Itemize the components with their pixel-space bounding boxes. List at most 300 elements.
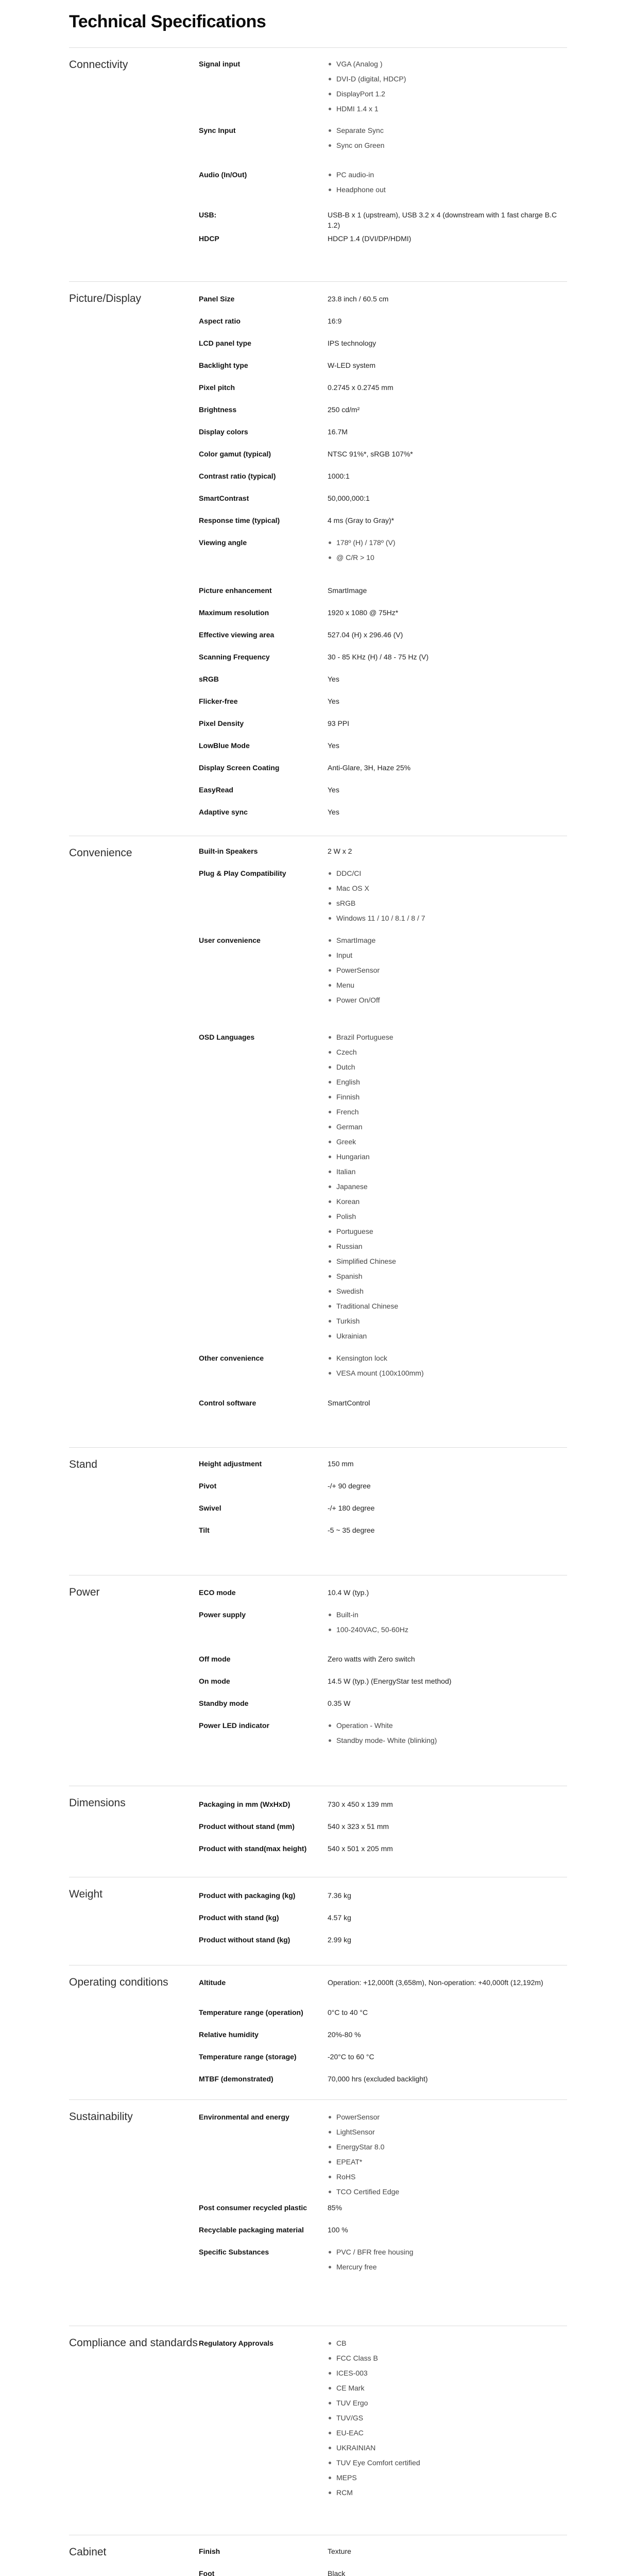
- spec-value: [328, 170, 564, 199]
- spec-value-text: Yes: [328, 741, 339, 750]
- spec-label: Product with stand (kg): [199, 1913, 279, 1922]
- spec-label: Flicker-free: [199, 697, 238, 705]
- spec-value-text: 50,000,000:1: [328, 494, 370, 502]
- bullet-text: Czech: [336, 1048, 357, 1056]
- bullet-item: [328, 1286, 564, 1301]
- spec-label: Product without stand (mm): [199, 1822, 295, 1831]
- section-title: Picture/Display: [69, 293, 142, 304]
- bullet-text: PVC / BFR free housing: [336, 2248, 414, 2256]
- spec-label: Finish: [199, 2547, 220, 2555]
- bullet-item: [328, 2187, 564, 2201]
- spec-value: [328, 360, 564, 370]
- spec-value-text: 1920 x 1080 @ 75Hz*: [328, 608, 399, 617]
- spec-value-text: 16.7M: [328, 428, 348, 436]
- bullet-text: SmartImage: [336, 936, 376, 944]
- bullet-dot-icon: [329, 174, 331, 176]
- bullet-item: [328, 913, 564, 928]
- spec-value-text: 4 ms (Gray to Gray)*: [328, 516, 395, 524]
- bullet-item: [328, 965, 564, 980]
- spec-label: Color gamut (typical): [199, 450, 271, 458]
- bullet-item: [328, 59, 564, 74]
- bullet-text: English: [336, 1078, 360, 1086]
- spec-value-text: 16:9: [328, 317, 342, 325]
- spec-value: [328, 1481, 564, 1491]
- bullet-text: Input: [336, 951, 353, 959]
- bullet-text: Polish: [336, 1212, 356, 1221]
- spec-value: [328, 210, 564, 230]
- spec-label: User convenience: [199, 936, 261, 944]
- spec-value: [328, 1890, 564, 1901]
- bullet-text: Operation - White: [336, 1721, 393, 1730]
- bullet-item: [328, 1368, 564, 1383]
- bullet-dot-icon: [329, 2387, 331, 2389]
- spec-label: Relative humidity: [199, 2030, 259, 2039]
- spec-value-text: 540 x 323 x 51 mm: [328, 1822, 389, 1831]
- spec-value: [328, 338, 564, 348]
- bullet-item: [328, 883, 564, 898]
- bullet-text: FCC Class B: [336, 2354, 378, 2362]
- bullet-dot-icon: [329, 2447, 331, 2449]
- bullet-item: [328, 1316, 564, 1331]
- spec-label: Foot: [199, 2569, 215, 2576]
- bullet-dot-icon: [329, 1096, 331, 1098]
- bullet-item: [328, 1353, 564, 1368]
- spec-value: [328, 607, 564, 618]
- bullet-text: Built-in: [336, 1611, 358, 1619]
- bullet-item: [328, 1226, 564, 1241]
- bullet-dot-icon: [329, 1156, 331, 1158]
- section-divider: [69, 47, 567, 48]
- spec-value: [328, 125, 564, 155]
- bullet-dot-icon: [329, 144, 331, 147]
- spec-value-text: 0.2745 x 0.2745 mm: [328, 383, 394, 392]
- spec-label: Pivot: [199, 1482, 217, 1490]
- spec-value-text: HDCP 1.4 (DVI/DP/HDMI): [328, 234, 412, 243]
- section-title: Connectivity: [69, 59, 128, 71]
- spec-value-text: 540 x 501 x 205 mm: [328, 1844, 393, 1853]
- bullet-item: [328, 2142, 564, 2157]
- bullet-text: CE Mark: [336, 2384, 365, 2392]
- spec-value-text: 85%: [328, 2204, 343, 2212]
- spec-value-text: USB-B x 1 (upstream), USB 3.2 x 4 (downstream with 1 fast charge B.C 1.2): [328, 211, 557, 229]
- bullet-item: [328, 1032, 564, 1047]
- spec-value: [328, 427, 564, 437]
- bullet-dot-icon: [329, 1111, 331, 1113]
- bullet-item: [328, 995, 564, 1010]
- bullet-item: [328, 2262, 564, 2277]
- spec-value: [328, 1799, 564, 1809]
- bullet-item: [328, 2383, 564, 2398]
- bullet-dot-icon: [329, 2146, 331, 2148]
- bullet-text: sRGB: [336, 899, 356, 907]
- spec-label: Pixel Density: [199, 719, 244, 727]
- spec-value: [328, 1353, 564, 1383]
- bullet-text: Brazil Portuguese: [336, 1033, 394, 1041]
- bullet-item: [328, 1241, 564, 1256]
- spec-value-text: Black: [328, 2569, 346, 2576]
- spec-value: [328, 652, 564, 662]
- bullet-dot-icon: [329, 556, 331, 559]
- spec-value-text: 7.36 kg: [328, 1891, 351, 1900]
- bullet-dot-icon: [329, 969, 331, 972]
- bullet-text: TUV Eye Comfort certified: [336, 2459, 420, 2467]
- spec-value: [328, 2338, 564, 2502]
- spec-label: ECO mode: [199, 1588, 236, 1597]
- bullet-item: [328, 1062, 564, 1077]
- spec-value: [328, 762, 564, 773]
- bullet-text: Sync on Green: [336, 141, 385, 149]
- spec-value-text: NTSC 91%*, sRGB 107%*: [328, 450, 413, 458]
- bullet-dot-icon: [329, 2116, 331, 2119]
- bullet-text: DVI-D (digital, HDCP): [336, 75, 406, 83]
- spec-value-text: 527.04 (H) x 296.46 (V): [328, 631, 403, 639]
- bullet-text: Greek: [336, 1138, 356, 1146]
- bullet-text: Russian: [336, 1242, 363, 1250]
- bullet-item: [328, 1609, 564, 1624]
- spec-label: Brightness: [199, 405, 237, 414]
- bullet-item: [328, 552, 564, 567]
- spec-label: Maximum resolution: [199, 608, 269, 617]
- spec-value: [328, 740, 564, 751]
- bullet-text: French: [336, 1108, 359, 1116]
- bullet-item: [328, 1196, 564, 1211]
- spec-label: MTBF (demonstrated): [199, 2075, 273, 2083]
- spec-value-text: 70,000 hrs (excluded backlight): [328, 2075, 428, 2083]
- spec-label: Aspect ratio: [199, 317, 241, 325]
- bullet-text: Spanish: [336, 1272, 363, 1280]
- spec-value-text: Operation: +12,000ft (3,658m), Non-operation: +40,000ft (12,192m): [328, 1978, 543, 1987]
- spec-label: Plug & Play Compatibility: [199, 869, 286, 877]
- spec-value-text: -/+ 90 degree: [328, 1482, 371, 1490]
- bullet-dot-icon: [329, 2417, 331, 2419]
- spec-value: [328, 1032, 564, 1346]
- bullet-dot-icon: [329, 2266, 331, 2268]
- spec-value: [328, 807, 564, 817]
- bullet-text: Ukrainian: [336, 1332, 367, 1340]
- spec-value: [328, 515, 564, 526]
- spec-value: [328, 674, 564, 684]
- spec-value: [328, 2225, 564, 2235]
- bullet-text: @ C/R > 10: [336, 553, 374, 562]
- bullet-text: EU-EAC: [336, 2429, 364, 2437]
- section-title: Weight: [69, 1888, 102, 1900]
- bullet-text: PowerSensor: [336, 2113, 380, 2121]
- spec-label: Display colors: [199, 428, 248, 436]
- bullet-dot-icon: [329, 2462, 331, 2464]
- spec-value: [328, 1398, 564, 1408]
- spec-label: Temperature range (storage): [199, 2053, 297, 2061]
- bullet-dot-icon: [329, 1066, 331, 1069]
- bullet-item: [328, 935, 564, 950]
- spec-value: [328, 2568, 564, 2576]
- bullet-text: 178º (H) / 178º (V): [336, 538, 396, 547]
- spec-label: Temperature range (operation): [199, 2008, 303, 2016]
- section-title: Power: [69, 1586, 100, 1598]
- spec-label: Display Screen Coating: [199, 764, 280, 772]
- spec-value: [328, 493, 564, 503]
- bullet-text: Finnish: [336, 1093, 360, 1101]
- bullet-text: Windows 11 / 10 / 8.1 / 8 / 7: [336, 914, 425, 922]
- bullet-item: [328, 1122, 564, 1137]
- spec-value-text: 150 mm: [328, 1460, 354, 1468]
- bullet-dot-icon: [329, 1126, 331, 1128]
- spec-value: [328, 233, 564, 244]
- spec-value-text: 730 x 450 x 139 mm: [328, 1800, 393, 1808]
- bullet-item: [328, 170, 564, 184]
- spec-label: Standby mode: [199, 1699, 249, 1707]
- bullet-dot-icon: [329, 2176, 331, 2178]
- bullet-item: [328, 1151, 564, 1166]
- bullet-item: [328, 2458, 564, 2472]
- bullet-text: Japanese: [336, 1182, 368, 1191]
- spec-value: [328, 2112, 564, 2201]
- spec-value-text: SmartImage: [328, 586, 367, 595]
- bullet-dot-icon: [329, 78, 331, 80]
- bullet-item: [328, 1166, 564, 1181]
- bullet-item: [328, 1256, 564, 1271]
- spec-label: Product without stand (kg): [199, 1936, 290, 1944]
- spec-value-text: Yes: [328, 697, 339, 705]
- bullet-item: [328, 2338, 564, 2353]
- bullet-dot-icon: [329, 1357, 331, 1360]
- spec-value: [328, 537, 564, 567]
- spec-label: Backlight type: [199, 361, 248, 369]
- bullet-text: EnergyStar 8.0: [336, 2143, 385, 2151]
- spec-value: [328, 1977, 564, 1988]
- bullet-item: [328, 1271, 564, 1286]
- spec-label: Product with stand(max height): [199, 1844, 307, 1853]
- spec-value-text: 2 W x 2: [328, 847, 352, 855]
- spec-value: [328, 404, 564, 415]
- bullet-text: LightSensor: [336, 2128, 375, 2136]
- bullet-dot-icon: [329, 93, 331, 95]
- bullet-item: [328, 2443, 564, 2458]
- section-divider: [69, 281, 567, 282]
- spec-value-text: 0°C to 40 °C: [328, 2008, 368, 2016]
- bullet-item: [328, 1301, 564, 1316]
- spec-value-text: Zero watts with Zero switch: [328, 1655, 415, 1663]
- spec-label: Altitude: [199, 1978, 226, 1987]
- bullet-dot-icon: [329, 1230, 331, 1233]
- spec-label: Environmental and energy: [199, 2113, 289, 2121]
- spec-value: [328, 2052, 564, 2062]
- bullet-item: [328, 2487, 564, 2502]
- bullet-item: [328, 2247, 564, 2262]
- bullet-dot-icon: [329, 1629, 331, 1631]
- bullet-dot-icon: [329, 887, 331, 890]
- spec-label: Product with packaging (kg): [199, 1891, 296, 1900]
- spec-value: [328, 630, 564, 640]
- bullet-item: [328, 125, 564, 140]
- bullet-item: [328, 2112, 564, 2127]
- bullet-dot-icon: [329, 917, 331, 920]
- spec-value: [328, 1525, 564, 1535]
- spec-label: Power supply: [199, 1611, 246, 1619]
- spec-label: LCD panel type: [199, 339, 251, 347]
- bullet-dot-icon: [329, 2191, 331, 2193]
- bullet-item: [328, 1107, 564, 1122]
- bullet-dot-icon: [329, 984, 331, 987]
- bullet-text: Italian: [336, 1167, 356, 1176]
- spec-value: [328, 696, 564, 706]
- bullet-text: DisplayPort 1.2: [336, 90, 385, 98]
- spec-label: Effective viewing area: [199, 631, 275, 639]
- section-title: Cabinet: [69, 2546, 107, 2558]
- spec-value: [328, 2202, 564, 2213]
- spec-value: [328, 294, 564, 304]
- spec-label: Pixel pitch: [199, 383, 235, 392]
- bullet-dot-icon: [329, 108, 331, 110]
- spec-label: Signal input: [199, 60, 241, 68]
- bullet-dot-icon: [329, 1320, 331, 1323]
- spec-label: Scanning Frequency: [199, 653, 270, 661]
- spec-label: OSD Languages: [199, 1033, 255, 1041]
- spec-value: [328, 1843, 564, 1854]
- spec-label: Specific Substances: [199, 2248, 269, 2256]
- bullet-text: CB: [336, 2339, 347, 2347]
- bullet-item: [328, 2472, 564, 2487]
- bullet-item: [328, 1137, 564, 1151]
- spec-value: [328, 846, 564, 856]
- section-title: Dimensions: [69, 1797, 126, 1809]
- bullet-dot-icon: [329, 2402, 331, 2404]
- bullet-text: HDMI 1.4 x 1: [336, 105, 379, 113]
- spec-value: [328, 1609, 564, 1639]
- bullet-text: PC audio-in: [336, 171, 374, 179]
- bullet-text: EPEAT*: [336, 2158, 363, 2166]
- spec-value: [328, 1720, 564, 1750]
- bullet-item: [328, 868, 564, 883]
- bullet-dot-icon: [329, 541, 331, 544]
- spec-label: Contrast ratio (typical): [199, 472, 276, 480]
- bullet-dot-icon: [329, 1724, 331, 1727]
- bullet-item: [328, 2353, 564, 2368]
- spec-label: Audio (In/Out): [199, 171, 247, 179]
- bullet-item: [328, 104, 564, 118]
- spec-value-text: Yes: [328, 675, 339, 683]
- bullet-dot-icon: [329, 1245, 331, 1248]
- bullet-text: Turkish: [336, 1317, 360, 1325]
- spec-value-text: IPS technology: [328, 339, 377, 347]
- bullet-text: Standby mode- White (blinking): [336, 1736, 437, 1744]
- bullet-item: [328, 1047, 564, 1062]
- spec-value: [328, 471, 564, 481]
- spec-value: [328, 2074, 564, 2084]
- bullet-text: Menu: [336, 981, 355, 989]
- spec-value-text: 2.99 kg: [328, 1936, 351, 1944]
- spec-value-text: 23.8 inch / 60.5 cm: [328, 295, 389, 303]
- bullet-dot-icon: [329, 2372, 331, 2375]
- spec-label: Tilt: [199, 1526, 210, 1534]
- bullet-text: TUV/GS: [336, 2414, 364, 2422]
- bullet-item: [328, 898, 564, 913]
- bullet-dot-icon: [329, 1372, 331, 1375]
- spec-value-text: 93 PPI: [328, 719, 350, 727]
- spec-value: [328, 1935, 564, 1945]
- bullet-dot-icon: [329, 1305, 331, 1308]
- spec-value: [328, 1698, 564, 1708]
- spec-label: LowBlue Mode: [199, 741, 250, 750]
- section-divider: [69, 1447, 567, 1448]
- spec-value: [328, 1459, 564, 1469]
- bullet-text: Kensington lock: [336, 1354, 387, 1362]
- bullet-dot-icon: [329, 1215, 331, 1218]
- spec-value-text: 20%-80 %: [328, 2030, 361, 2039]
- bullet-dot-icon: [329, 2477, 331, 2479]
- bullet-dot-icon: [329, 902, 331, 905]
- spec-value-text: -5 ~ 35 degree: [328, 1526, 375, 1534]
- bullet-dot-icon: [329, 2131, 331, 2133]
- spec-value: [328, 1503, 564, 1513]
- spec-value-text: Yes: [328, 786, 339, 794]
- bullet-dot-icon: [329, 1200, 331, 1203]
- spec-value-text: -/+ 180 degree: [328, 1504, 375, 1512]
- spec-value: [328, 718, 564, 728]
- bullet-dot-icon: [329, 1081, 331, 1083]
- bullet-item: [328, 1092, 564, 1107]
- bullet-item: [328, 950, 564, 965]
- bullet-text: Mac OS X: [336, 884, 369, 892]
- bullet-text: Dutch: [336, 1063, 355, 1071]
- bullet-text: Swedish: [336, 1287, 364, 1295]
- spec-label: EasyRead: [199, 786, 233, 794]
- spec-value: [328, 1912, 564, 1923]
- spec-label: Power LED indicator: [199, 1721, 269, 1730]
- bullet-item: [328, 1735, 564, 1750]
- bullet-dot-icon: [329, 2342, 331, 2345]
- spec-value-text: 1000:1: [328, 472, 350, 480]
- spec-value: [328, 785, 564, 795]
- bullet-text: German: [336, 1123, 363, 1131]
- spec-value-text: 14.5 W (typ.) (EnergyStar test method): [328, 1677, 452, 1685]
- bullet-item: [328, 1181, 564, 1196]
- bullet-item: [328, 2398, 564, 2413]
- bullet-dot-icon: [329, 189, 331, 191]
- bullet-dot-icon: [329, 1171, 331, 1173]
- spec-label: Built-in Speakers: [199, 847, 258, 855]
- bullet-dot-icon: [329, 1275, 331, 1278]
- spec-label: Recyclable packaging material: [199, 2226, 304, 2234]
- bullet-text: ICES-003: [336, 2369, 368, 2377]
- spec-value-text: Texture: [328, 2547, 351, 2555]
- bullet-item: [328, 2368, 564, 2383]
- spec-value: [328, 1676, 564, 1686]
- bullet-item: [328, 184, 564, 199]
- spec-label: Regulatory Approvals: [199, 2339, 273, 2347]
- spec-value-text: 30 - 85 KHz (H) / 48 - 75 Hz (V): [328, 653, 429, 661]
- spec-value: [328, 1654, 564, 1664]
- bullet-text: PowerSensor: [336, 966, 380, 974]
- spec-value-text: -20°C to 60 °C: [328, 2053, 374, 2061]
- spec-value: [328, 585, 564, 596]
- spec-value-text: 10.4 W (typ.): [328, 1588, 369, 1597]
- bullet-dot-icon: [329, 999, 331, 1002]
- bullet-text: Korean: [336, 1197, 360, 1206]
- bullet-text: VESA mount (100x100mm): [336, 1369, 424, 1377]
- bullet-dot-icon: [329, 872, 331, 875]
- spec-value-text: 4.57 kg: [328, 1913, 351, 1922]
- spec-value: [328, 2247, 564, 2277]
- bullet-text: UKRAINIAN: [336, 2444, 376, 2452]
- spec-label: Adaptive sync: [199, 808, 248, 816]
- bullet-text: TCO Certified Edge: [336, 2188, 400, 2196]
- spec-label: On mode: [199, 1677, 230, 1685]
- section-title: Compliance and standards: [69, 2337, 198, 2349]
- bullet-text: Simplified Chinese: [336, 1257, 396, 1265]
- spec-value: [328, 1587, 564, 1598]
- spec-value-text: Yes: [328, 808, 339, 816]
- spec-label: Other convenience: [199, 1354, 264, 1362]
